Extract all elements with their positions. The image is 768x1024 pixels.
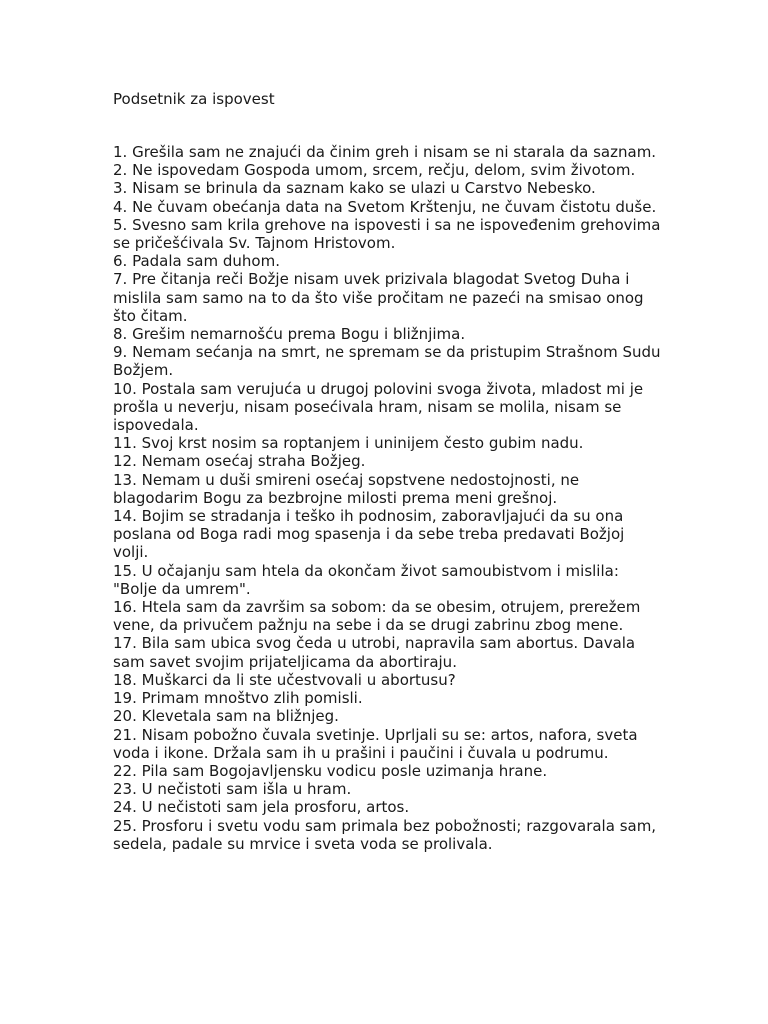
list-item: 16. Htela sam da završim sa sobom: da se obesim, otrujem, prerežem vene, da privučem pažnju na sebe i da se drugi zabrinu zbog mene. [113, 598, 641, 635]
list-item: 18. Muškarci da li ste učestvovali u abortusu? [113, 670, 456, 689]
list-item: 11. Svoj krst nosim sa roptanjem i uninijem često gubim nadu. [113, 434, 584, 453]
list-item: 14. Bojim se stradanja i teško ih podnosim, zaboravljajući da su ona poslana od Boga radi mog spasenja i da sebe treba predavati Božjoj volji. [113, 507, 625, 562]
list-item: 7. Pre čitanja reči Božje nisam uvek prizivala blagodat Svetog Duha i mislila sam samo na to da što više pročitam ne pazeći na smisao onog što čitam. [113, 270, 644, 325]
list-item: 25. Prosforu i svetu vodu sam primala bez pobožnosti; razgovarala sam, sedela, padale su mrvice i sveta voda se prolivala. [113, 816, 657, 853]
list-item: 19. Primam mnoštvo zlih pomisli. [113, 689, 363, 708]
list-item: 10. Postala sam verujuća u drugoj polovini svoga života, mladost mi je prošla u neverju, nisam posećivala hram, nisam se molila, nisam se ispovedala. [113, 379, 644, 435]
list-item: 13. Nemam u duši smireni osećaj sopstvene nedostojnosti, ne blagodarim Bogu za bezbrojne milosti prema meni grešnoj. [113, 470, 580, 507]
confession-list [113, 143, 661, 853]
list-item: 2. Ne ispovedam Gospoda umom, srcem, rečju, delom, svim životom. [113, 161, 636, 180]
list-item: 8. Grešim nemarnošću prema Bogu i bližnjima. [113, 325, 466, 344]
document-title: Podsetnik za ispovest [113, 90, 275, 108]
list-item: 17. Bila sam ubica svog čeda u utrobi, napravila sam abortus. Davala sam savet svojim prijateljicama da abortiraju. [113, 634, 636, 671]
document-page [113, 88, 661, 853]
list-item: 21. Nisam pobožno čuvala svetinje. Uprljali su se: artos, nafora, sveta voda i ikone. Držala sam ih u prašini i paučini i čuvala u podrumu. [113, 725, 638, 762]
list-item: 6. Padala sam duhom. [113, 252, 280, 271]
list-item: 20. Klevetala sam na bližnjeg. [113, 707, 339, 726]
list-item: 23. U nečistoti sam išla u hram. [113, 780, 352, 799]
list-item: 5. Svesno sam krila grehove na ispovesti i sa ne ispovеđenim grehovima se pričešćivala Sv. Tajnom Hristovom. [113, 215, 661, 253]
list-item: 12. Nemam osećaj straha Božjeg. [113, 452, 366, 471]
list-item: 1. Grešila sam ne znajući da činim greh i nisam se ni starala da saznam. [113, 143, 657, 161]
list-item: 4. Ne čuvam obećanja data na Svetom Krštenju, ne čuvam čistotu duše. [113, 197, 657, 216]
list-item: 3. Nisam se brinula da saznam kako se ulazi u Carstvo Nebesko. [113, 179, 596, 198]
list-item: 9. Nemam sećanja na smrt, ne spremam se da pristupim Strašnom Sudu Božjem. [113, 343, 661, 380]
list-item: 15. U očajanju sam htela da okončam život samoubistvom i mislila: "Bolje da umrem". [113, 561, 619, 598]
list-item: 22. Pila sam Bogojavljensku vodicu posle uzimanja hrane. [113, 761, 548, 780]
list-item: 24. U nečistoti sam jela prosforu, artos. [113, 798, 410, 817]
